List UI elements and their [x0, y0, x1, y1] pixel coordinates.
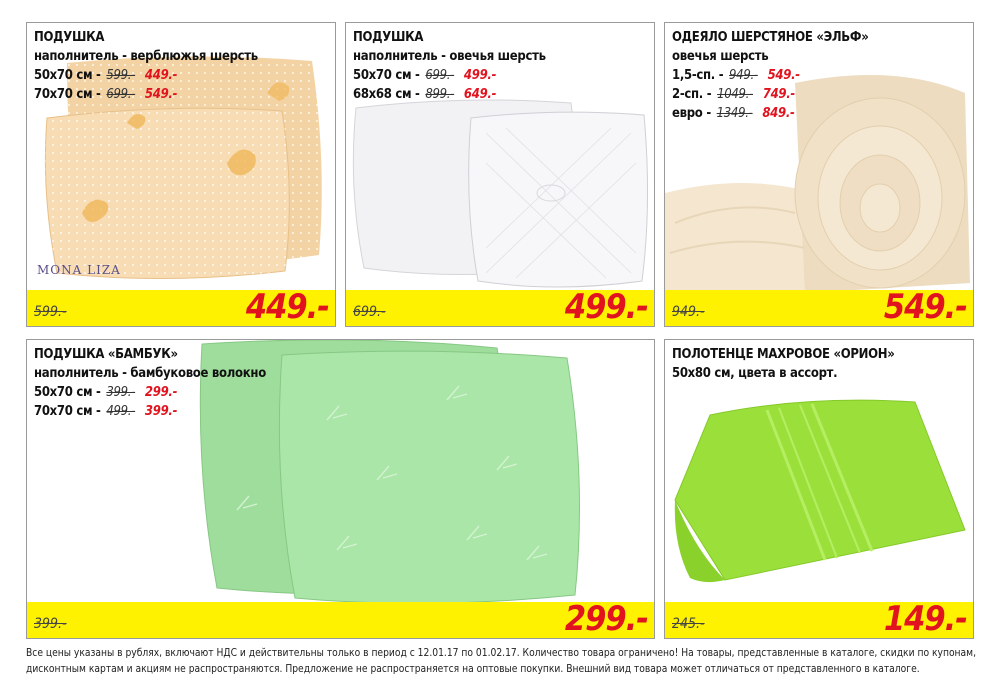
- product-info: [672, 28, 868, 123]
- old-price: 1049.-: [717, 87, 753, 102]
- product-card-sheep-pillow[interactable]: [345, 22, 655, 327]
- product-subtitle: наполнитель - овечья шерсть: [353, 49, 546, 64]
- price-badge: [665, 599, 973, 639]
- price-row: [672, 85, 868, 104]
- size-label: 50х70 см -: [353, 68, 420, 83]
- size-label: 50х70 см -: [34, 68, 101, 83]
- price-badge: [346, 287, 654, 327]
- product-title: ПОДУШКА: [353, 30, 424, 45]
- product-info: [34, 28, 258, 104]
- product-title: ПОДУШКА: [34, 30, 105, 45]
- old-price: 699.-: [425, 68, 455, 83]
- new-price: 299.-: [144, 385, 178, 400]
- badge-new-price: 299.-: [564, 599, 648, 639]
- old-price: 949.-: [729, 68, 758, 83]
- badge-old-price: 949.-: [672, 304, 705, 320]
- product-card-terry-towel[interactable]: [664, 339, 974, 639]
- brand-logo: MONA LIZA: [37, 263, 121, 277]
- old-price: 1349.-: [716, 106, 753, 121]
- product-info: [672, 345, 895, 383]
- footer-disclaimer: Все цены указаны в рублях, включают НДС и действительны только в период с 12.01.17 по 01.02.17. Количество товара ограничено! На товары, представленные в каталоге, скидки по купонам, дисконтным картам и акциям не распространяются. Предложение не распространяется на оптовые покупки. Внешний вид товара может отличаться от представленного в каталоге.: [26, 648, 976, 675]
- new-price: 649.-: [463, 87, 497, 102]
- price-badge: [27, 599, 654, 639]
- product-title: ПОЛОТЕНЦЕ МАХРОВОЕ «ОРИОН»: [672, 347, 895, 362]
- price-row: [353, 85, 546, 104]
- product-info: [353, 28, 546, 104]
- price-row: [34, 383, 266, 402]
- new-price: 849.-: [762, 106, 795, 121]
- product-card-camel-pillow[interactable]: [26, 22, 336, 327]
- old-price: 399.-: [106, 385, 136, 400]
- size-label: 2-сп. -: [672, 87, 712, 102]
- product-title: ОДЕЯЛО ШЕРСТЯНОЕ «ЭЛЬФ»: [672, 30, 869, 45]
- price-row: [672, 104, 868, 123]
- product-subtitle: наполнитель - бамбуковое волокно: [34, 366, 266, 381]
- size-label: 70х70 см -: [34, 404, 101, 419]
- product-info: [34, 345, 266, 421]
- product-subtitle: наполнитель - верблюжья шерсть: [34, 49, 258, 64]
- new-price: 399.-: [144, 404, 178, 419]
- badge-new-price: 149.-: [883, 599, 967, 639]
- price-row: [672, 66, 868, 85]
- product-subtitle: 50х80 см, цвета в ассорт.: [672, 366, 838, 381]
- size-label: 70х70 см -: [34, 87, 101, 102]
- product-subtitle: овечья шерсть: [672, 49, 769, 64]
- price-row: [353, 66, 546, 85]
- old-price: 699.-: [106, 87, 136, 102]
- old-price: 499.-: [106, 404, 136, 419]
- badge-new-price: 499.-: [564, 287, 648, 327]
- new-price: 749.-: [762, 87, 795, 102]
- size-label: 1,5-сп. -: [672, 68, 724, 83]
- old-price: 599.-: [106, 68, 136, 83]
- size-label: 68х68 см -: [353, 87, 420, 102]
- product-title: ПОДУШКА «БАМБУК»: [34, 347, 178, 362]
- price-badge: [665, 287, 973, 327]
- price-row: [34, 85, 258, 104]
- badge-old-price: 399.-: [34, 616, 67, 632]
- price-badge: [27, 287, 335, 327]
- new-price: 549.-: [144, 87, 178, 102]
- size-label: евро -: [672, 106, 711, 121]
- new-price: 499.-: [463, 68, 497, 83]
- badge-new-price: 449.-: [245, 287, 329, 327]
- new-price: 549.-: [767, 68, 800, 83]
- old-price: 899.-: [425, 87, 455, 102]
- badge-old-price: 699.-: [353, 304, 386, 320]
- size-label: 50х70 см -: [34, 385, 101, 400]
- badge-new-price: 549.-: [883, 287, 967, 327]
- product-card-wool-blanket[interactable]: [664, 22, 974, 327]
- price-row: [34, 402, 266, 421]
- price-row: [34, 66, 258, 85]
- badge-old-price: 599.-: [34, 304, 67, 320]
- badge-old-price: 245.-: [672, 616, 705, 632]
- product-card-bamboo-pillow[interactable]: [26, 339, 655, 639]
- new-price: 449.-: [144, 68, 178, 83]
